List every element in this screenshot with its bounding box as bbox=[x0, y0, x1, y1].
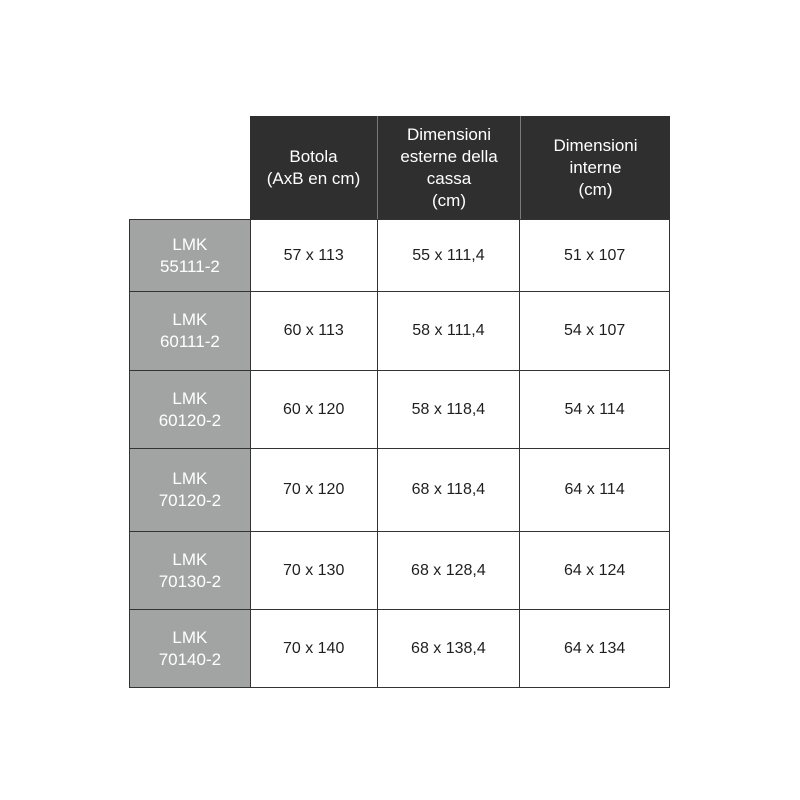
internal-dimensions-value: 64 x 124 bbox=[520, 532, 670, 609]
table-row bbox=[130, 610, 670, 688]
table-row bbox=[130, 292, 670, 371]
header-dimensioni-interne: Dimensioni interne (cm) bbox=[520, 116, 670, 219]
model-code: LMK 70140-2 bbox=[130, 610, 251, 687]
table-header bbox=[250, 116, 670, 219]
table-row bbox=[130, 220, 670, 292]
table-row bbox=[130, 449, 670, 532]
internal-dimensions-value: 64 x 114 bbox=[520, 449, 670, 531]
internal-dimensions-value: 54 x 114 bbox=[520, 371, 670, 448]
model-code: LMK 60120-2 bbox=[130, 371, 251, 448]
model-code: LMK 60111-2 bbox=[130, 292, 251, 370]
botola-value: 57 x 113 bbox=[251, 220, 378, 291]
table-row bbox=[130, 532, 670, 610]
botola-value: 70 x 120 bbox=[251, 449, 378, 531]
external-dimensions-value: 55 x 111,4 bbox=[378, 220, 521, 291]
table-row bbox=[130, 371, 670, 449]
dimensions-table bbox=[129, 219, 670, 688]
botola-value: 60 x 113 bbox=[251, 292, 378, 370]
external-dimensions-value: 58 x 118,4 bbox=[378, 371, 521, 448]
external-dimensions-value: 68 x 118,4 bbox=[378, 449, 521, 531]
internal-dimensions-value: 54 x 107 bbox=[520, 292, 670, 370]
model-code: LMK 55111-2 bbox=[130, 220, 251, 291]
model-code: LMK 70120-2 bbox=[130, 449, 251, 531]
internal-dimensions-value: 51 x 107 bbox=[520, 220, 670, 291]
model-code: LMK 70130-2 bbox=[130, 532, 251, 609]
header-dimensioni-esterne: Dimensioni esterne della cassa (cm) bbox=[377, 116, 520, 219]
botola-value: 60 x 120 bbox=[251, 371, 378, 448]
external-dimensions-value: 58 x 111,4 bbox=[378, 292, 521, 370]
header-botola: Botola (AxB en cm) bbox=[266, 146, 361, 188]
internal-dimensions-value: 64 x 134 bbox=[520, 610, 670, 687]
botola-value: 70 x 130 bbox=[251, 532, 378, 609]
external-dimensions-value: 68 x 138,4 bbox=[378, 610, 521, 687]
botola-value: 70 x 140 bbox=[251, 610, 378, 687]
external-dimensions-value: 68 x 128,4 bbox=[378, 532, 521, 609]
